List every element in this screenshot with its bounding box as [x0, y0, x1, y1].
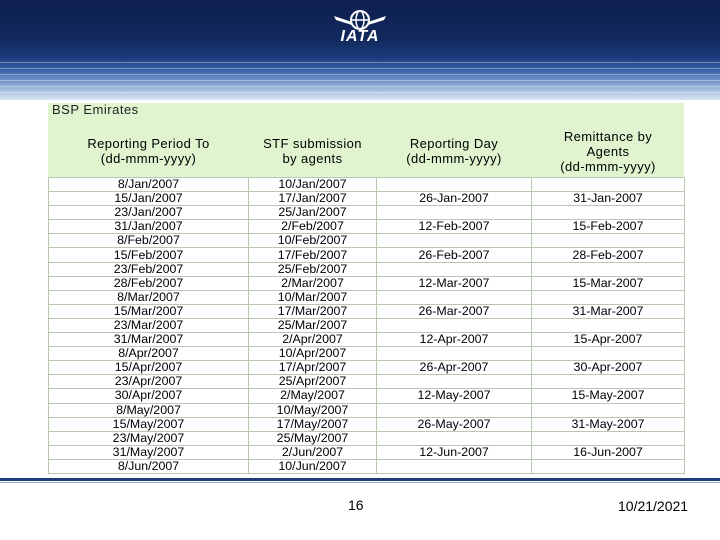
table-title: BSP Emirates — [52, 102, 139, 117]
cell-stf-submission: 17/Mar/2007 — [249, 304, 377, 318]
cell-reporting-day: 12-Apr-2007 — [377, 333, 532, 347]
cell-reporting-day: 26-Mar-2007 — [377, 304, 532, 318]
cell-reporting-day — [377, 347, 532, 361]
table-row — [49, 276, 685, 290]
cell-reporting-period: 31/May/2007 — [49, 445, 249, 459]
table-row — [49, 248, 685, 262]
logo-text: IATA — [340, 28, 380, 45]
cell-stf-submission: 17/May/2007 — [249, 417, 377, 431]
table-row — [49, 178, 685, 192]
cell-reporting-day — [377, 262, 532, 276]
table-row — [49, 333, 685, 347]
table-row — [49, 290, 685, 304]
cell-remittance — [532, 347, 685, 361]
cell-stf-submission: 2/May/2007 — [249, 389, 377, 403]
cell-reporting-day — [377, 290, 532, 304]
cell-remittance: 28-Feb-2007 — [532, 248, 685, 262]
cell-reporting-period: 15/Feb/2007 — [49, 248, 249, 262]
col-header-remittance: Remittance by Agents (dd-mmm-yyyy) — [560, 128, 656, 174]
col-header-stf-submission: STF submission by agents — [263, 136, 362, 166]
cell-reporting-day: 26-Jan-2007 — [377, 192, 532, 206]
cell-stf-submission: 10/Jun/2007 — [249, 459, 377, 473]
cell-reporting-period: 31/Mar/2007 — [49, 333, 249, 347]
bsp-schedule-table — [48, 125, 685, 474]
table-row — [49, 262, 685, 276]
cell-reporting-period: 15/Mar/2007 — [49, 304, 249, 318]
cell-reporting-period: 31/Jan/2007 — [49, 220, 249, 234]
cell-reporting-period: 15/Apr/2007 — [49, 361, 249, 375]
cell-stf-submission: 2/Apr/2007 — [249, 333, 377, 347]
footer-divider — [0, 478, 720, 481]
cell-reporting-day: 12-Feb-2007 — [377, 220, 532, 234]
cell-reporting-day — [377, 375, 532, 389]
page-number: 16 — [348, 497, 364, 513]
cell-stf-submission: 25/Apr/2007 — [249, 375, 377, 389]
cell-reporting-period: 15/Jan/2007 — [49, 192, 249, 206]
cell-remittance — [532, 431, 685, 445]
cell-remittance — [532, 234, 685, 248]
cell-reporting-period: 8/Feb/2007 — [49, 234, 249, 248]
cell-reporting-period: 15/May/2007 — [49, 417, 249, 431]
cell-remittance — [532, 262, 685, 276]
cell-stf-submission: 25/Jan/2007 — [249, 206, 377, 220]
footer-divider-light — [0, 482, 720, 483]
cell-remittance: 15-Feb-2007 — [532, 220, 685, 234]
cell-reporting-day: 26-May-2007 — [377, 417, 532, 431]
cell-remittance — [532, 403, 685, 417]
cell-remittance: 31-Mar-2007 — [532, 304, 685, 318]
cell-reporting-day — [377, 403, 532, 417]
cell-remittance: 15-Apr-2007 — [532, 333, 685, 347]
cell-stf-submission: 2/Mar/2007 — [249, 276, 377, 290]
cell-reporting-day — [377, 234, 532, 248]
cell-stf-submission: 2/Feb/2007 — [249, 220, 377, 234]
cell-stf-submission: 10/Apr/2007 — [249, 347, 377, 361]
table-row — [49, 318, 685, 332]
cell-reporting-period: 8/Mar/2007 — [49, 290, 249, 304]
cell-stf-submission: 10/Jan/2007 — [249, 178, 377, 192]
cell-reporting-period: 23/Mar/2007 — [49, 318, 249, 332]
cell-reporting-period: 28/Feb/2007 — [49, 276, 249, 290]
cell-reporting-day — [377, 459, 532, 473]
cell-reporting-day — [377, 206, 532, 220]
cell-reporting-period: 23/Apr/2007 — [49, 375, 249, 389]
cell-reporting-day — [377, 178, 532, 192]
cell-reporting-period: 8/Jan/2007 — [49, 178, 249, 192]
cell-reporting-period: 23/Jan/2007 — [49, 206, 249, 220]
table-row — [49, 192, 685, 206]
footer-date: 10/21/2021 — [618, 498, 689, 514]
cell-stf-submission: 25/May/2007 — [249, 431, 377, 445]
cell-reporting-day — [377, 431, 532, 445]
table-row — [49, 445, 685, 459]
table-row — [49, 389, 685, 403]
table-row — [49, 234, 685, 248]
table-panel — [48, 103, 684, 471]
cell-remittance: 31-May-2007 — [532, 417, 685, 431]
cell-remittance: 15-May-2007 — [532, 389, 685, 403]
cell-stf-submission: 10/May/2007 — [249, 403, 377, 417]
cell-remittance — [532, 206, 685, 220]
cell-stf-submission: 17/Feb/2007 — [249, 248, 377, 262]
cell-reporting-day: 26-Apr-2007 — [377, 361, 532, 375]
cell-reporting-period: 8/May/2007 — [49, 403, 249, 417]
cell-remittance — [532, 375, 685, 389]
table-row — [49, 459, 685, 473]
cell-remittance — [532, 459, 685, 473]
cell-reporting-period: 23/Feb/2007 — [49, 262, 249, 276]
cell-remittance: 16-Jun-2007 — [532, 445, 685, 459]
cell-remittance — [532, 290, 685, 304]
cell-remittance: 15-Mar-2007 — [532, 276, 685, 290]
cell-stf-submission: 17/Apr/2007 — [249, 361, 377, 375]
cell-stf-submission: 2/Jun/2007 — [249, 445, 377, 459]
cell-stf-submission: 10/Feb/2007 — [249, 234, 377, 248]
cell-reporting-period: 8/Jun/2007 — [49, 459, 249, 473]
cell-remittance — [532, 178, 685, 192]
table-row — [49, 206, 685, 220]
cell-reporting-period: 23/May/2007 — [49, 431, 249, 445]
table-row — [49, 361, 685, 375]
table-row — [49, 347, 685, 361]
table-row — [49, 220, 685, 234]
cell-remittance: 31-Jan-2007 — [532, 192, 685, 206]
cell-remittance — [532, 318, 685, 332]
cell-reporting-day: 12-Mar-2007 — [377, 276, 532, 290]
col-header-reporting-period: Reporting Period To (dd-mmm-yyyy) — [87, 136, 210, 166]
cell-stf-submission: 10/Mar/2007 — [249, 290, 377, 304]
col-header-reporting-day: Reporting Day (dd-mmm-yyyy) — [406, 136, 502, 166]
cell-reporting-period: 8/Apr/2007 — [49, 347, 249, 361]
cell-reporting-day: 12-Jun-2007 — [377, 445, 532, 459]
cell-stf-submission: 17/Jan/2007 — [249, 192, 377, 206]
table-row — [49, 375, 685, 389]
table-row — [49, 431, 685, 445]
cell-stf-submission: 25/Feb/2007 — [249, 262, 377, 276]
cell-reporting-day: 12-May-2007 — [377, 389, 532, 403]
table-row — [49, 417, 685, 431]
cell-reporting-day: 26-Feb-2007 — [377, 248, 532, 262]
table-row — [49, 304, 685, 318]
table-row — [49, 403, 685, 417]
cell-stf-submission: 25/Mar/2007 — [249, 318, 377, 332]
table-header-row — [49, 125, 685, 178]
cell-reporting-day — [377, 318, 532, 332]
cell-remittance: 30-Apr-2007 — [532, 361, 685, 375]
header-banner — [0, 0, 720, 100]
cell-reporting-period: 30/Apr/2007 — [49, 389, 249, 403]
